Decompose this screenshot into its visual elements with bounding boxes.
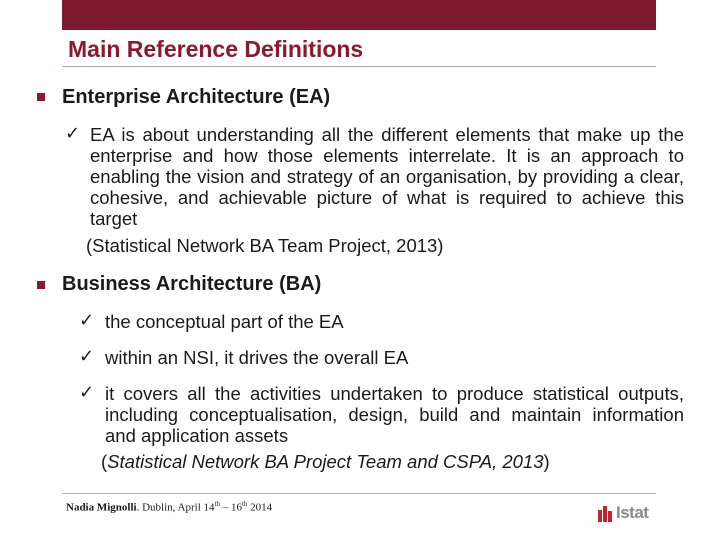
ea-heading: Enterprise Architecture (EA) <box>62 86 331 108</box>
ea-definition: EA is about understanding all the different elements that make up the enterprise and how those elements interrelate. It is an approach to enabling the vision and strategy of an organisation, by providing a clear, cohesive, and achievable picture of what is required to achieve this target <box>90 124 684 229</box>
ba-point: within an NSI, it drives the overall EA <box>105 347 409 368</box>
title-divider <box>62 66 656 67</box>
square-bullet-icon <box>37 281 45 289</box>
logo-text: Istat <box>616 503 649 522</box>
istat-logo <box>598 503 648 523</box>
footer-divider <box>62 493 656 494</box>
page-title: Main Reference Definitions <box>68 36 364 62</box>
checkmark-icon: ✓ <box>79 382 95 403</box>
checkmark-icon: ✓ <box>65 123 81 144</box>
square-bullet-icon <box>37 93 45 101</box>
footer-credit: Nadia Mignolli. Dublin, April 14th – 16th 2014 <box>66 500 273 514</box>
ba-point: the conceptual part of the EA <box>105 311 344 332</box>
ba-point: it covers all the activities undertaken to produce statistical outputs, including conceptualisation, design, build and maintain information and application assets <box>105 383 684 446</box>
checkmark-icon: ✓ <box>79 346 95 367</box>
ea-citation: (Statistical Network BA Team Project, 2013) <box>86 235 444 256</box>
ba-citation: (Statistical Network BA Project Team and CSPA, 2013) <box>101 451 550 472</box>
header-bar <box>62 0 656 30</box>
ba-heading: Business Architecture (BA) <box>62 273 322 295</box>
istat-logo-icon <box>598 504 613 522</box>
checkmark-icon: ✓ <box>79 310 95 331</box>
